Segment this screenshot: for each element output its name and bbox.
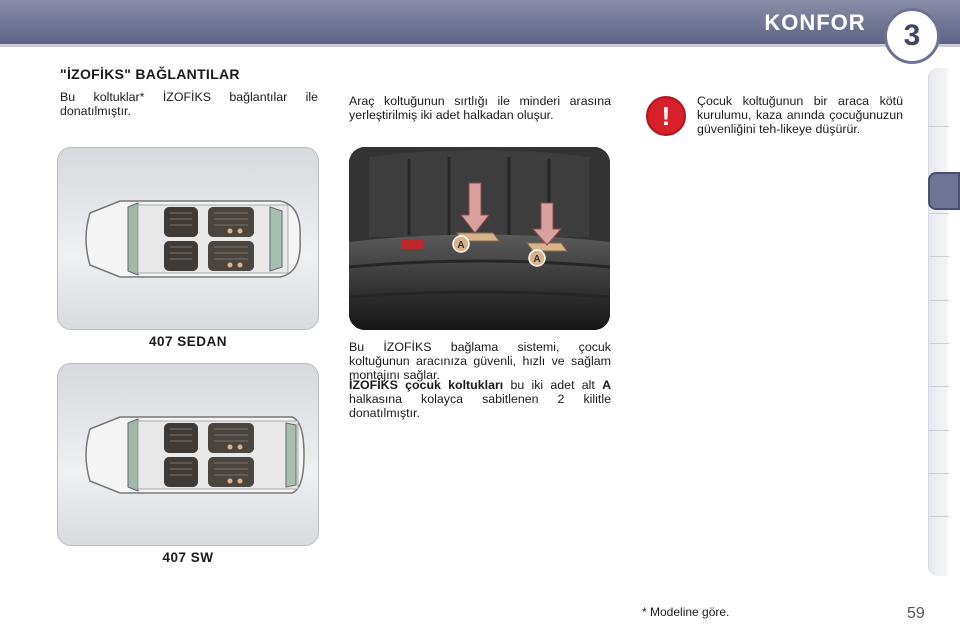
- tab-divider: [929, 386, 949, 387]
- child-seat-text-2: halkasına kolayca sabitlenen 2 kilitle donatılmıştır.: [349, 392, 611, 420]
- isofix-seat-photo: [349, 147, 610, 330]
- tab-divider: [929, 256, 949, 257]
- tab-divider: [929, 300, 949, 301]
- system-description: Bu İZOFİKS bağlama sistemi, çocuk koltuğunun aracınıza güvenli, hızlı ve sağlam montajını sağlar.: [349, 340, 611, 382]
- chapter-badge: [884, 8, 940, 64]
- tab-divider: [929, 516, 949, 517]
- tab-divider: [929, 430, 949, 431]
- chapter-number: 3: [903, 19, 921, 52]
- child-seat-term: İZOFİKS çocuk koltukları: [349, 378, 504, 392]
- rear-seat-illustration: [349, 147, 610, 330]
- tab-divider: [929, 473, 949, 474]
- car-diagram-sedan: [57, 147, 319, 330]
- section-title: KONFOR: [764, 10, 866, 35]
- page-heading: "İZOFİKS" BAĞLANTILAR: [60, 66, 240, 82]
- svg-text:A: A: [533, 254, 541, 265]
- footnote: * Modeline göre.: [642, 605, 730, 619]
- warning-text: Çocuk koltuğunun bir araca kötü kurulumu, kaza anında çocuğunuzun güvenliğini teh-likeye düşürür.: [697, 94, 903, 136]
- car-diagram-sw: [57, 363, 319, 546]
- header-divider: [0, 44, 960, 47]
- ring-label: A: [602, 378, 612, 392]
- caption-sw: 407 SW: [162, 550, 214, 565]
- page-number: 59: [907, 605, 925, 622]
- tab-divider: [929, 213, 949, 214]
- sedan-topview-illustration: [58, 148, 320, 331]
- warning-icon: !: [646, 96, 686, 136]
- chapter-tab-active[interactable]: [928, 172, 960, 210]
- child-seat-text-1: bu iki adet alt: [503, 378, 603, 392]
- sw-topview-illustration: [58, 364, 320, 547]
- anchor-description: Araç koltuğunun sırtlığı ile minderi arasına yerleştirilmiş iki adet halkadan oluşur.: [349, 94, 611, 122]
- chapter-tab-strip: [928, 68, 948, 576]
- svg-text:A: A: [457, 240, 465, 251]
- caption-sedan: 407 SEDAN: [148, 334, 228, 349]
- tab-divider: [929, 126, 949, 127]
- child-seat-description: [349, 378, 611, 420]
- tab-divider: [929, 343, 949, 344]
- intro-text: Bu koltuklar* İZOFİKS bağlantılar ile donatılmıştır.: [60, 90, 318, 118]
